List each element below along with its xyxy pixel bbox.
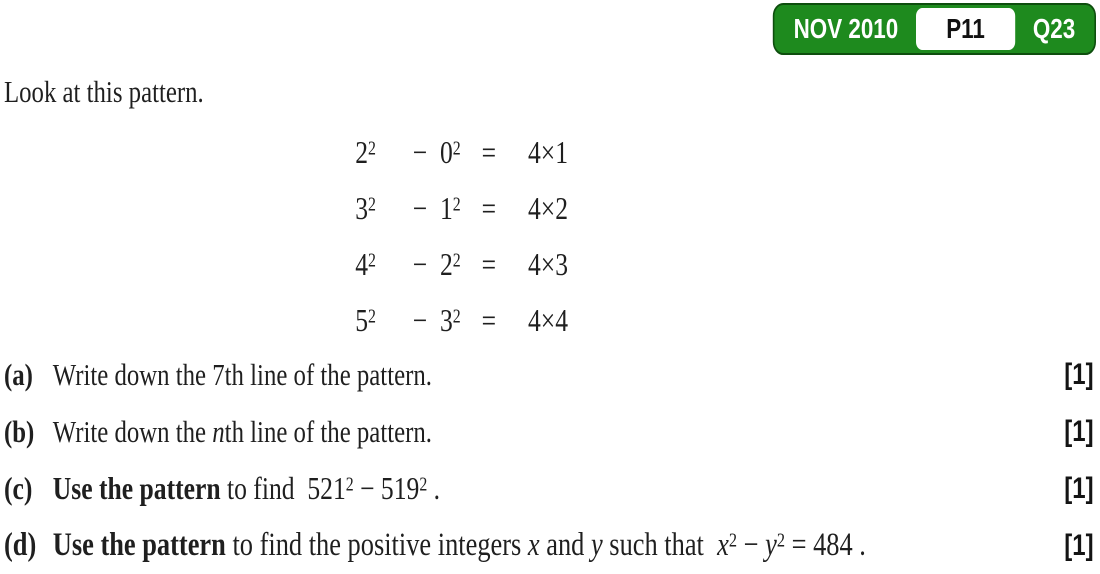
question-body: th line of the pattern. — [224, 413, 432, 449]
pattern-term2 — [440, 302, 482, 339]
pattern-result: 4×4 — [528, 301, 569, 338]
term-base: 0 — [440, 133, 453, 170]
question-body: such that — [602, 527, 718, 563]
question-label: (c) — [4, 470, 33, 506]
term-exponent: 2 — [368, 193, 376, 216]
equals-sign: = — [481, 189, 497, 226]
question-body: Write down the 7th line of the pattern. — [52, 356, 432, 392]
minus-operator: − — [412, 245, 428, 282]
mark-badge: [1] — [1064, 357, 1094, 391]
questions-block — [4, 346, 1094, 574]
term-exponent: 2 — [368, 249, 376, 272]
pattern-term2 — [440, 134, 482, 171]
term-base: 2 — [355, 133, 368, 170]
minus-operator: − — [412, 189, 428, 226]
question-row-b — [4, 403, 1094, 460]
question-emphasis: Use the pattern — [52, 527, 226, 563]
term-base: 2 — [440, 245, 453, 282]
question-body: and — [539, 527, 591, 563]
term-exponent: 2 — [776, 529, 785, 552]
pattern-term1 — [355, 246, 400, 283]
question-body: . — [427, 470, 441, 506]
pattern-result: 4×1 — [528, 133, 569, 170]
intro-text: Look at this pattern. — [4, 74, 204, 109]
badge-paper-box — [916, 8, 1015, 50]
question-body: = 484 . — [784, 527, 866, 563]
minus-operator: − — [412, 301, 428, 338]
equals-sign: = — [481, 245, 497, 282]
pattern-term2 — [440, 246, 482, 283]
question-text-c — [4, 470, 440, 507]
term-exponent: 2 — [452, 249, 461, 272]
question-text-d — [4, 527, 866, 564]
badge-session-label: NOV 2010 — [793, 13, 899, 44]
math-variable: x — [717, 527, 729, 563]
term-base: 4 — [355, 245, 368, 282]
pattern-row — [355, 292, 568, 348]
question-body: to find the positive integers — [225, 527, 528, 563]
question-label: (d) — [4, 527, 37, 563]
pattern-result: 4×3 — [528, 245, 569, 282]
pattern-block — [355, 124, 568, 348]
question-body: Write down the — [52, 413, 213, 449]
question-emphasis: Use the pattern — [52, 470, 221, 506]
question-row-a — [4, 346, 1094, 403]
term-exponent: 2 — [368, 305, 376, 328]
pattern-term2 — [440, 190, 482, 227]
pattern-result: 4×2 — [528, 189, 569, 226]
question-text-b — [4, 414, 432, 450]
question-row-c — [4, 460, 1094, 517]
term-exponent: 2 — [728, 529, 737, 552]
question-row-d — [4, 517, 1094, 574]
minus-operator: − — [412, 133, 428, 170]
question-label: (a) — [4, 356, 33, 392]
pattern-term1 — [355, 134, 400, 171]
question-body: to find 521 — [220, 470, 346, 506]
term-exponent: 2 — [452, 305, 461, 328]
badge-paper-label: P11 — [946, 13, 985, 44]
badge-question-label: Q23 — [1032, 13, 1076, 44]
term-base: 3 — [440, 301, 453, 338]
question-body: − — [736, 527, 766, 563]
question-text-a — [4, 357, 432, 393]
question-body: − 519 — [353, 470, 420, 506]
pattern-row — [355, 124, 568, 180]
mark-badge: [1] — [1064, 471, 1094, 505]
term-exponent: 2 — [419, 473, 428, 496]
term-base: 3 — [355, 189, 368, 226]
math-variable: y — [590, 527, 603, 563]
pattern-row — [355, 236, 568, 292]
mark-badge: [1] — [1064, 528, 1094, 562]
term-base: 5 — [355, 301, 368, 338]
equals-sign: = — [481, 301, 497, 338]
session-badge — [773, 3, 1096, 55]
term-exponent: 2 — [345, 473, 354, 496]
term-exponent: 2 — [452, 137, 461, 160]
question-label: (b) — [4, 413, 35, 449]
pattern-row — [355, 180, 568, 236]
term-exponent: 2 — [368, 137, 376, 160]
equals-sign: = — [481, 133, 497, 170]
math-variable: n — [212, 413, 225, 449]
math-variable: y — [765, 527, 777, 563]
term-exponent: 2 — [452, 193, 461, 216]
pattern-term1 — [355, 302, 400, 339]
pattern-term1 — [355, 190, 400, 227]
term-base: 1 — [440, 189, 453, 226]
mark-badge: [1] — [1064, 414, 1094, 448]
math-variable: x — [527, 527, 540, 563]
